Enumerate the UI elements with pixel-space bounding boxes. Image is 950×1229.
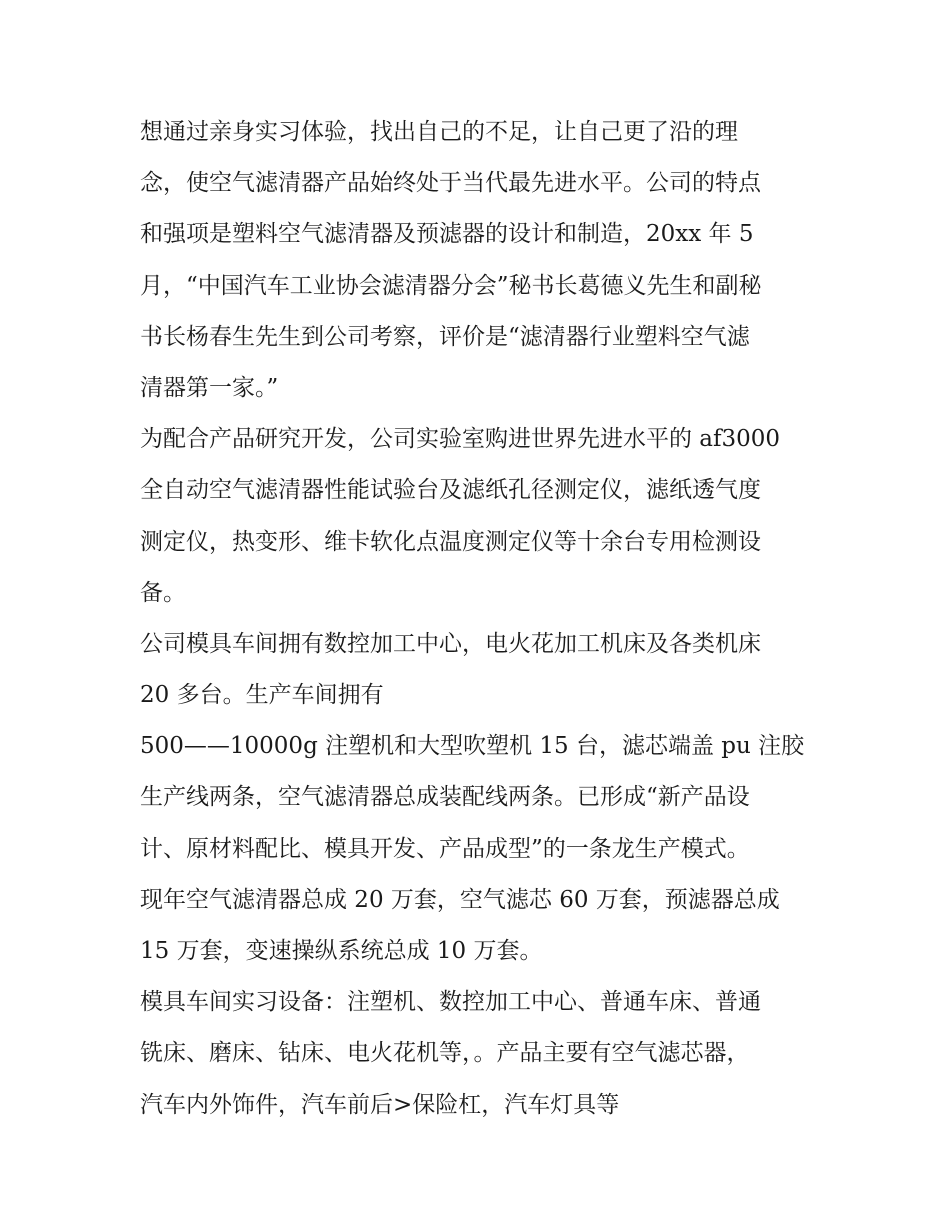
text-line: 模具车间实习设备：注塑机、数控加工中心、普通车床、普通 [140,989,761,1016]
text-line: 铣床、磨床、钻床、电火花机等，。产品主要有空气滤芯器， [140,1040,750,1067]
text-line: 念，使空气滤清器产品始终处于当代最先进水平。公司的特点 [140,170,761,197]
text-line: 月，“中国汽车工业协会滤清器分会”秘书长葛德义先生和副秘 [140,272,762,299]
text-line: 为配合产品研究开发，公司实验室购进世界先进水平的 af3000 [140,426,781,453]
text-line: 测定仪，热变形、维卡软化点温度测定仪等十余台专用检测设 [140,528,761,555]
text-line: 想通过亲身实习体验，找出自己的不足，让自己更了沿的理 [140,119,738,145]
text-line: 和强项是塑料空气滤清器及预滤器的设计和制造，20xx 年 5 [140,221,754,248]
text-line: 现年空气滤清器总成 20 万套，空气滤芯 60 万套，预滤器总成 [140,886,780,913]
text-line: 500——10000g 注塑机和大型吹塑机 15 台，滤芯端盖 pu 注胶 [140,733,805,760]
text-line: 汽车内外饰件，汽车前后>保险杠，汽车灯具等 [140,1091,620,1118]
text-line: 清器第一家。” [140,374,279,401]
text-line: 备。 [140,579,186,606]
text-line: 全自动空气滤清器性能试验台及滤纸孔径测定仪，滤纸透气度 [140,477,761,504]
text-line: 书长杨春生先生到公司考察，评价是“滤清器行业塑料空气滤 [140,323,750,350]
text-line: 计、原材料配比、模具开发、产品成型”的一条龙生产模式。 [140,835,750,862]
text-line: 15 万套，变速操纵系统总成 10 万套。 [140,938,543,964]
document-body [140,107,812,1131]
text-line: 生产线两条，空气滤清器总成装配线两条。已形成“新产品设 [140,784,750,811]
text-line: 20 多台。生产车间拥有 [140,682,384,709]
text-line: 公司模具车间拥有数控加工中心，电火花加工机床及各类机床 [140,630,761,657]
